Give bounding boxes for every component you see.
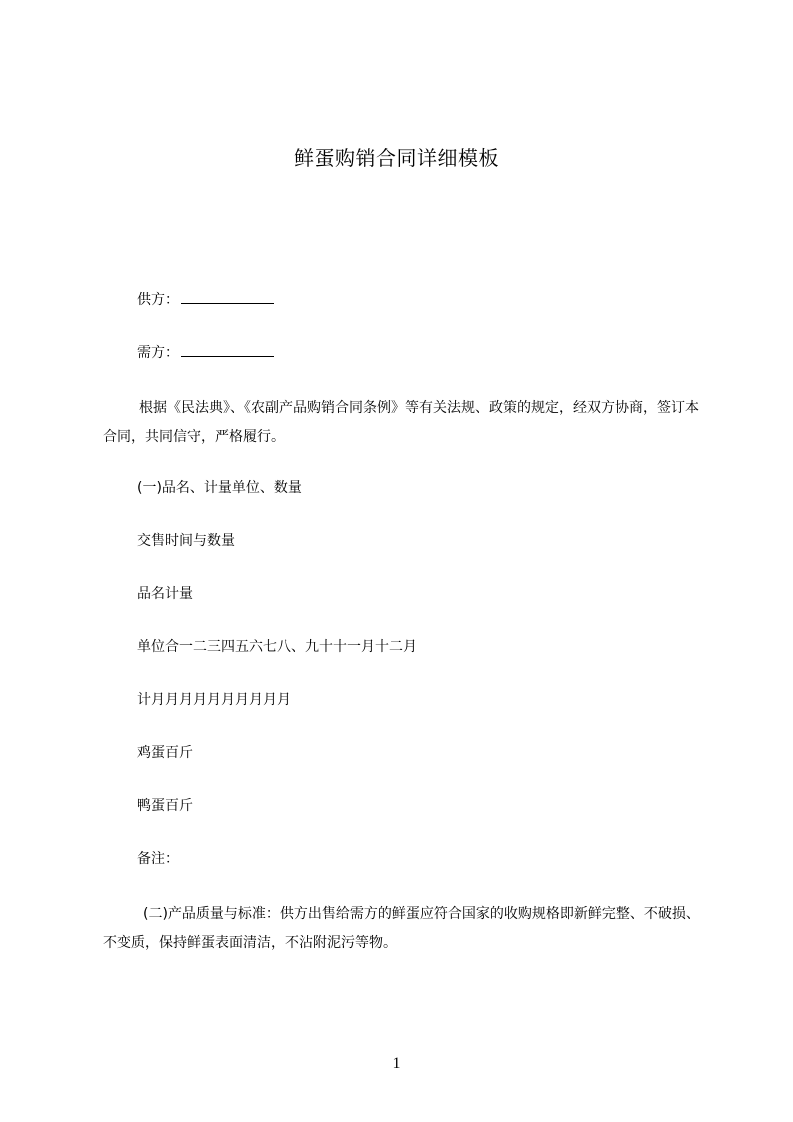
buyer-blank-line	[181, 343, 274, 357]
unit-months-line: 单位合一二三四五六七八、九十十一月十二月	[137, 639, 417, 655]
supplier-field	[137, 290, 274, 310]
chicken-eggs-line: 鸡蛋百斤	[137, 745, 193, 761]
section1-heading: (一)品名、计量单位、数量	[137, 480, 302, 496]
supplier-label: 供方：	[137, 292, 179, 308]
total-months-line: 计月月月月月月月月月月	[137, 692, 291, 708]
duck-eggs-line: 鸭蛋百斤	[137, 798, 193, 814]
document-title: 鲜蛋购销合同详细模板	[294, 146, 499, 170]
page-number: 1	[392, 1055, 401, 1072]
supplier-blank-line	[181, 290, 274, 304]
buyer-field	[137, 343, 274, 363]
trade-time-line: 交售时间与数量	[137, 533, 235, 549]
product-measure-line: 品名计量	[137, 586, 193, 602]
intro-paragraph: 根据《民法典》、《农副产品购销合同条例》等有关法规、政策的规定，经双方协商，签订本合同，共同信守，严格履行。	[103, 400, 699, 445]
buyer-label: 需方：	[137, 345, 179, 361]
remarks-line: 备注：	[137, 851, 179, 867]
section2-paragraph: (二)产品质量与标准：供方出售给需方的鲜蛋应符合国家的收购规格即新鲜完整、不破损、不变质，保持鲜蛋表面清洁，不沾附泥污等物。	[103, 906, 700, 951]
